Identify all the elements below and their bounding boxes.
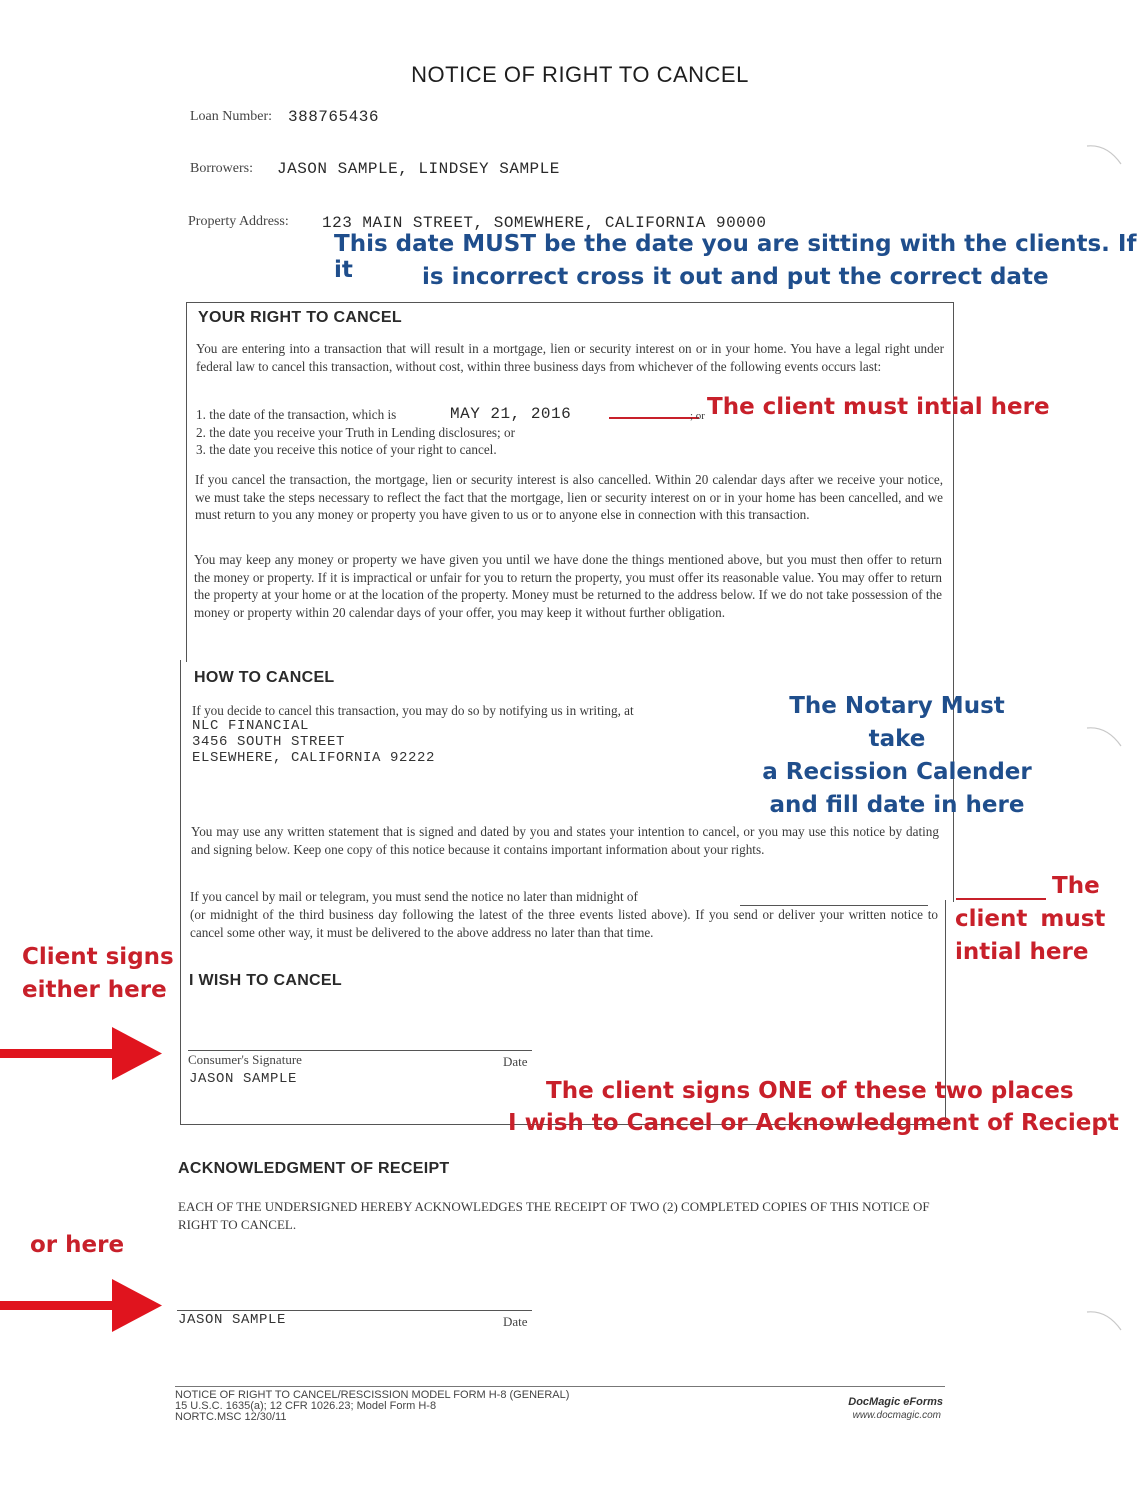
client-signs-line1: Client signs [22,944,174,970]
ack-date-label: Date [503,1314,528,1329]
event-1: 1. the date of the transaction, which is [196,407,397,422]
wish-to-cancel-heading: I WISH TO CANCEL [189,972,342,989]
signature-line-cancel[interactable] [188,1050,532,1051]
notary-note-line2: a Recission Calender [762,759,1032,785]
cancel-date-label: Date [503,1054,528,1069]
property-address-label: Property Address: [188,214,289,229]
client-signs-line2: either here [22,977,167,1003]
footer-form-info [175,1390,569,1423]
arrow-shaft-2 [0,1301,118,1310]
consumer-signature-label: Consumer's Signature [188,1052,302,1067]
acknowledgment-text: EACH OF THE UNDERSIGNED HEREBY ACKNOWLEDGES THE RECEIPT OF TWO (2) COMPLETED COPIES OF THIS NOTICE OF RIGHT TO CANCEL. [178,1199,930,1232]
borrowers-label: Borrowers: [190,161,253,176]
loan-number-value: 388765436 [288,108,379,126]
arrow-right-icon-1 [0,1024,165,1084]
page-title: NOTICE OF RIGHT TO CANCEL [411,62,749,87]
how-to-cancel-intro: If you decide to cancel this transaction, you may do so by notifying us in writing, at [192,703,634,718]
initial-here-note-2-line1: The [1052,873,1100,899]
right-to-cancel-heading: YOUR RIGHT TO CANCEL [198,309,402,326]
borrowers-value: JASON SAMPLE, LINDSEY SAMPLE [277,160,560,178]
ack-signer-name: JASON SAMPLE [178,1312,287,1328]
date-note-line2: is incorrect cross it out and put the correct date [422,264,1049,290]
footer-divider [175,1386,945,1387]
lender-city: ELSEWHERE, CALIFORNIA 92222 [192,750,436,766]
initial-here-note-2-line3: intial here [955,939,1089,965]
acknowledgment-heading: ACKNOWLEDGMENT OF RECEIPT [178,1160,450,1177]
arrow-head-2 [112,1279,162,1332]
cancel-signer-name: JASON SAMPLE [189,1071,298,1087]
arrow-shaft-1 [0,1049,118,1058]
footer-line1: NOTICE OF RIGHT TO CANCEL/RESCISSION MODEL FORM H-8 (GENERAL) [175,1389,570,1401]
one-place-note-line1: The client signs ONE of these two places [546,1078,1074,1104]
client-signs-note [22,941,174,1007]
loan-number-label: Loan Number: [190,109,273,124]
footer-line2: 15 U.S.C. 1635(a); 12 CFR 1026.23; Model Form H-8 [175,1400,437,1412]
how-to-cancel-para2-rest: (or midnight of the third business day following the latest of the three events listed above). If you send or deliver your written notice to cancel some other way, it must be delivered to the above address no later than that time. [190,907,938,940]
footer-line3: NORTC.MSC 12/30/11 [175,1411,287,1423]
form-box-border [186,302,954,303]
initial-line-1 [609,417,699,419]
right-to-cancel-para2: If you cancel the transaction, the mortgage, lien or security interest is also cancelled. Within 20 calendar days after we receive your notice, we must take the steps necessary to reflect the fact that the mortgage, lien or security interest on or in your home has been cancelled, and we must return to you any money or property you have given to us or to anyone else in connection with this transaction. [195,472,943,522]
how-to-cancel-para1: You may use any written statement that is signed and dated by you and states your intention to cancel, or you may use this notice by dating and signing below. Keep one copy of this notice because it contains important information about your rights. [191,824,939,857]
right-to-cancel-para3: You may keep any money or property we have given you until we have done the things mentioned above, but you must then offer to return the money or property. If it is impractical or unfair for you to return the property, you must offer its reasonable value. You may offer to return the property at your home or at the location of the property. Money must be returned to the address below. If we do not take possession of the money or property within 20 calendar days of your offer, you may keep it without further obligation. [194,552,942,620]
lender-street: 3456 SOUTH STREET [192,734,346,750]
event-2: 2. the date you receive your Truth in Lending disclosures; or [196,425,516,440]
page-mark-3 [1085,1306,1125,1336]
notary-note-line1: The Notary Must take [789,693,1005,752]
initial-line-2 [956,898,1046,900]
transaction-date: MAY 21, 2016 [450,405,572,423]
right-to-cancel-intro: You are entering into a transaction that will result in a mortgage, lien or security interest on or in your home. You have a legal right under federal law to cancel this transaction, without cost, within three business days from whichever of the following events occurs last: [196,341,944,374]
or-here-note: or here [30,1232,125,1258]
signature-line-ack[interactable] [177,1310,532,1311]
event-3: 3. the date you receive this notice of your right to cancel. [196,442,497,457]
docmagic-brand: DocMagic eForms [848,1396,943,1408]
form-box-left-border-lower [180,660,181,1124]
arrow-head-1 [112,1027,162,1080]
notary-note-line3: and fill date in here [769,792,1025,818]
lender-name: NLC FINANCIAL [192,718,310,734]
one-place-note-line2: I wish to Cancel or Acknowledgment of Reciept [508,1110,1119,1136]
how-to-cancel-para2-line1: If you cancel by mail or telegram, you must send the notice no later than midnight of [190,889,638,904]
or-text: ; or [690,410,705,422]
property-address-value: 123 MAIN STREET, SOMEWHERE, CALIFORNIA 90000 [322,214,767,232]
date-note-line1: This date MUST be the date you are sitting with the clients. If it [334,231,1137,283]
initial-here-note-1: The client must intial here [707,394,1050,420]
lender-address [192,718,435,766]
page-mark-1 [1085,140,1125,170]
how-to-cancel-heading: HOW TO CANCEL [194,669,335,686]
page-mark-2 [1085,722,1125,752]
docmagic-url: www.docmagic.com [852,1410,941,1421]
initial-here-note-2-line2: client must [955,906,1106,932]
notary-note [762,690,1032,822]
arrow-right-icon-2 [0,1275,165,1335]
form-box-left-border [186,302,187,662]
